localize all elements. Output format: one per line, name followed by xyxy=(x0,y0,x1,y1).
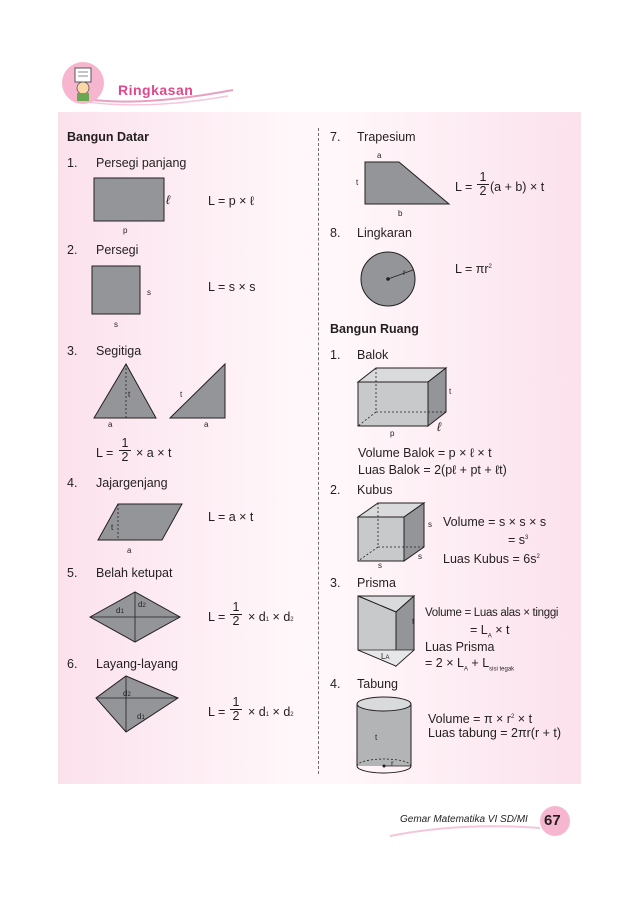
item-num: 3. xyxy=(330,576,341,590)
volume-prisma-2: = $L_A \times t$ xyxy=(470,623,510,640)
label-a: a xyxy=(204,420,209,429)
item-name: Segitiga xyxy=(96,344,142,358)
label-a: a xyxy=(127,546,132,555)
item-num: 2. xyxy=(67,243,78,257)
item-num: 4. xyxy=(330,677,341,691)
book-title: Gemar Matematika VI SD/MI xyxy=(400,814,528,825)
item-name: Persegi panjang xyxy=(96,156,187,170)
formula-lhs: L = xyxy=(96,446,114,460)
luas-tabung: Luas tabung = 2πr(r + t) xyxy=(428,726,562,740)
fraction: $\frac{1}{2}$ xyxy=(477,171,489,198)
label-b: b xyxy=(398,209,403,218)
fraction-num: 1 xyxy=(119,437,131,451)
item-name: Tabung xyxy=(357,677,399,691)
item-name: Trapesium xyxy=(357,130,416,144)
formula-rhs: × d1 × d2 xyxy=(248,610,294,624)
formula-lhs: L = xyxy=(208,705,226,719)
luas-kubus: Luas Kubus = $6s^2$ xyxy=(443,552,540,567)
label-t: t xyxy=(449,387,452,396)
item-num: 1. xyxy=(330,348,341,362)
page-number: 67 xyxy=(544,812,561,829)
formula-lhs: L = xyxy=(208,610,226,624)
formula-lhs: L = xyxy=(455,180,473,194)
luas-balok: Luas Balok = 2(pℓ + pt + ℓt) xyxy=(358,463,507,477)
triangle-figures xyxy=(90,364,250,424)
label-r: r xyxy=(403,268,406,277)
item-num: 3. xyxy=(67,344,78,358)
item-name: Prisma xyxy=(357,576,396,590)
volume-kubus-2: = $s^3$ xyxy=(508,533,529,548)
label-t: t xyxy=(180,390,183,399)
label-s: s xyxy=(418,552,422,561)
formula: L = p × ℓ xyxy=(208,194,254,208)
item-name: Jajargenjang xyxy=(96,476,168,490)
formula-rhs: (a + b) × t xyxy=(490,180,545,194)
mascot-icon xyxy=(62,62,104,104)
label-t: t xyxy=(128,390,131,399)
item-num: 7. xyxy=(330,130,341,144)
item-num: 5. xyxy=(67,566,78,580)
item-name: Persegi xyxy=(96,243,139,257)
column-divider xyxy=(318,128,319,774)
heading-bangun-ruang: Bangun Ruang xyxy=(330,322,419,336)
formula: L = a × t xyxy=(208,510,254,524)
fraction: $\frac{1}{2}$ xyxy=(230,601,242,628)
item-num: 6. xyxy=(67,657,78,671)
label-d1: d1 xyxy=(116,606,124,615)
formula: L = s × s xyxy=(208,280,256,294)
formula-rhs: × a × t xyxy=(136,446,172,460)
fraction-den: 2 xyxy=(121,450,129,464)
cylinder-figure xyxy=(356,696,416,776)
label-l: ℓ xyxy=(166,193,171,207)
item-name: Layang-layang xyxy=(96,657,179,671)
volume-kubus: Volume = s × s × s xyxy=(443,515,547,529)
formula: $L = \pi r^2$ xyxy=(455,262,492,277)
label-s: s xyxy=(147,288,151,297)
label-t: t xyxy=(375,733,378,742)
item-num: 8. xyxy=(330,226,341,240)
rectangle-figure xyxy=(94,178,174,228)
label-d1: d1 xyxy=(137,712,145,721)
label-r: r xyxy=(391,759,394,768)
volume-tabung: Volume = $\pi \times r^2 \times t$ xyxy=(428,712,533,727)
trapezoid-figure xyxy=(365,162,455,208)
formula-rhs: × d1 × d2 xyxy=(248,705,294,719)
item-name: Balok xyxy=(357,348,389,362)
label-t: t xyxy=(356,178,359,187)
item-name: Lingkaran xyxy=(357,226,412,240)
label-t: t xyxy=(111,523,114,532)
label-d2: d2 xyxy=(138,600,146,609)
item-num: 4. xyxy=(67,476,78,490)
label-a: a xyxy=(108,420,113,429)
heading-bangun-datar: Bangun Datar xyxy=(67,130,149,144)
label-p: p xyxy=(390,429,395,438)
luas-prisma: = $2 \times L_A + L_{sisi tegak}$ xyxy=(425,656,515,673)
label-a: a xyxy=(377,151,382,160)
label-la: LA xyxy=(381,652,390,661)
circle-figure xyxy=(359,250,419,310)
label-s: s xyxy=(428,520,432,529)
section-title: Ringkasan xyxy=(118,82,194,98)
label-t: t xyxy=(412,617,415,626)
luas-prisma-label: Luas Prisma xyxy=(425,640,495,654)
item-name: Kubus xyxy=(357,483,393,497)
item-name: Belah ketupat xyxy=(96,566,173,580)
item-num: 1. xyxy=(67,156,78,170)
square-figure xyxy=(92,266,144,318)
label-s: s xyxy=(114,320,118,329)
label-p: p xyxy=(123,226,128,235)
fraction: $\frac{1}{2}$ xyxy=(230,696,242,723)
item-num: 2. xyxy=(330,483,341,497)
kite-figure xyxy=(94,676,184,736)
volume-prisma: Volume = Luas alas × tinggi xyxy=(425,607,559,619)
label-s: s xyxy=(378,561,382,570)
label-d2: d2 xyxy=(123,689,131,698)
label-l: ℓ xyxy=(437,420,442,434)
volume-balok: Volume Balok = p × ℓ × t xyxy=(358,446,492,460)
fraction xyxy=(119,437,131,464)
